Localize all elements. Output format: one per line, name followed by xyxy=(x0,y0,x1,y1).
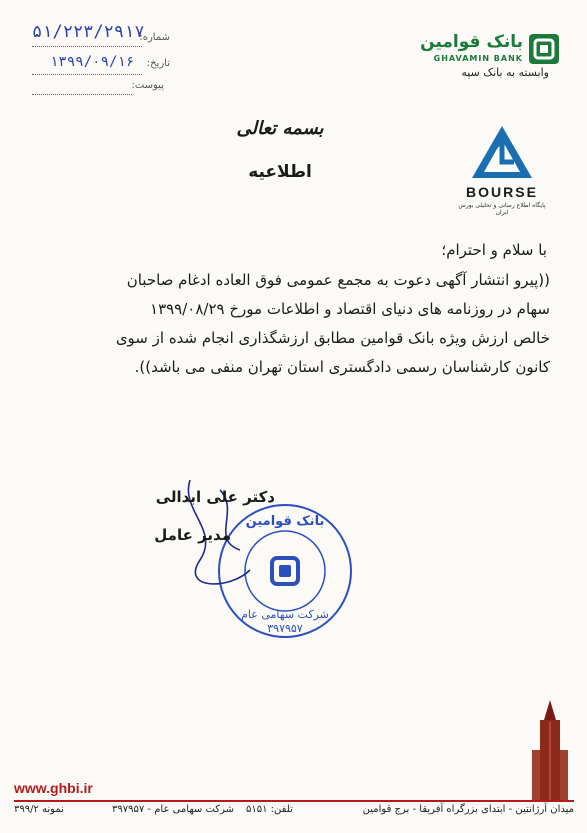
bourse-caption: پایگاه اطلاع رسانی و تحلیلی بورس ایران xyxy=(458,202,546,216)
bismillah: بسمه تعالی xyxy=(236,118,324,139)
stamp-number: ۳۹۷۹۵۷ xyxy=(267,622,303,635)
stamp-bottom-text: شرکت سهامی عام xyxy=(241,608,329,621)
footer-phone: تلفن: ۵۱۵۱ xyxy=(246,804,293,815)
attachment-line xyxy=(32,94,132,95)
bank-logo xyxy=(399,32,559,92)
bank-name-en: GHAVAMIN BANK xyxy=(433,54,523,63)
footer-divider xyxy=(14,800,574,802)
bank-name-fa: بانک قوامین xyxy=(420,32,523,52)
bourse-logo xyxy=(452,122,552,222)
signatory-role: مدیر عامل xyxy=(154,526,231,544)
footer-address: میدان آرژانتین - ابتدای بزرگراه آفریقا - برج قوامین xyxy=(362,804,574,815)
date-label: تاریخ: xyxy=(146,58,170,69)
bank-affiliation: وابسته به بانک سپه xyxy=(461,66,549,79)
greeting: با سلام و احترام؛ xyxy=(441,241,547,259)
tower-illustration xyxy=(520,700,580,800)
footer-url[interactable]: www.ghbi.ir xyxy=(14,780,93,796)
body-line: ((پیرو انتشار آگهی دعوت به مجمع عمومی فوق العاده ادغام صاحبان xyxy=(126,271,550,289)
body-line: کانون کارشناسان رسمی دادگستری استان تهران منفی می باشد)). xyxy=(134,358,550,376)
signatory-name: دکتر علی ابدالی xyxy=(155,488,275,506)
tower-icon xyxy=(520,700,580,800)
footer-info xyxy=(14,804,574,824)
stamp-top-text: بانک قوامین xyxy=(245,514,325,529)
body-line: خالص ارزش ویژه بانک قوامین مطابق ارزشگذاری انجام شده از سوی xyxy=(115,329,550,347)
date-line xyxy=(32,74,142,75)
body-paragraph xyxy=(40,266,550,382)
number-line xyxy=(32,46,142,47)
page-title: اطلاعیه xyxy=(248,162,312,182)
footer-company: شرکت سهامی عام - ۳۹۷۹۵۷ xyxy=(112,804,234,815)
number-label: شماره: xyxy=(139,32,170,43)
date-value: ۱۳۹۹/۰۹/۱۶ xyxy=(50,54,135,70)
attachment-label: پیوست: xyxy=(131,80,164,91)
bourse-logo-text: BOURSE xyxy=(466,184,538,200)
footer-form-number: نمونه ۳۹۹/۲ xyxy=(14,804,64,815)
bourse-mark-icon xyxy=(468,122,536,182)
bank-logo-icon xyxy=(529,34,559,64)
meta-block xyxy=(28,18,178,98)
number-value: ۵۱/۲۲۳/۲۹۱۷ xyxy=(32,22,145,42)
body-line: سهام در روزنامه های دنیای اقتصاد و اطلاعات مورخ ۱۳۹۹/۰۸/۲۹ xyxy=(150,300,550,318)
